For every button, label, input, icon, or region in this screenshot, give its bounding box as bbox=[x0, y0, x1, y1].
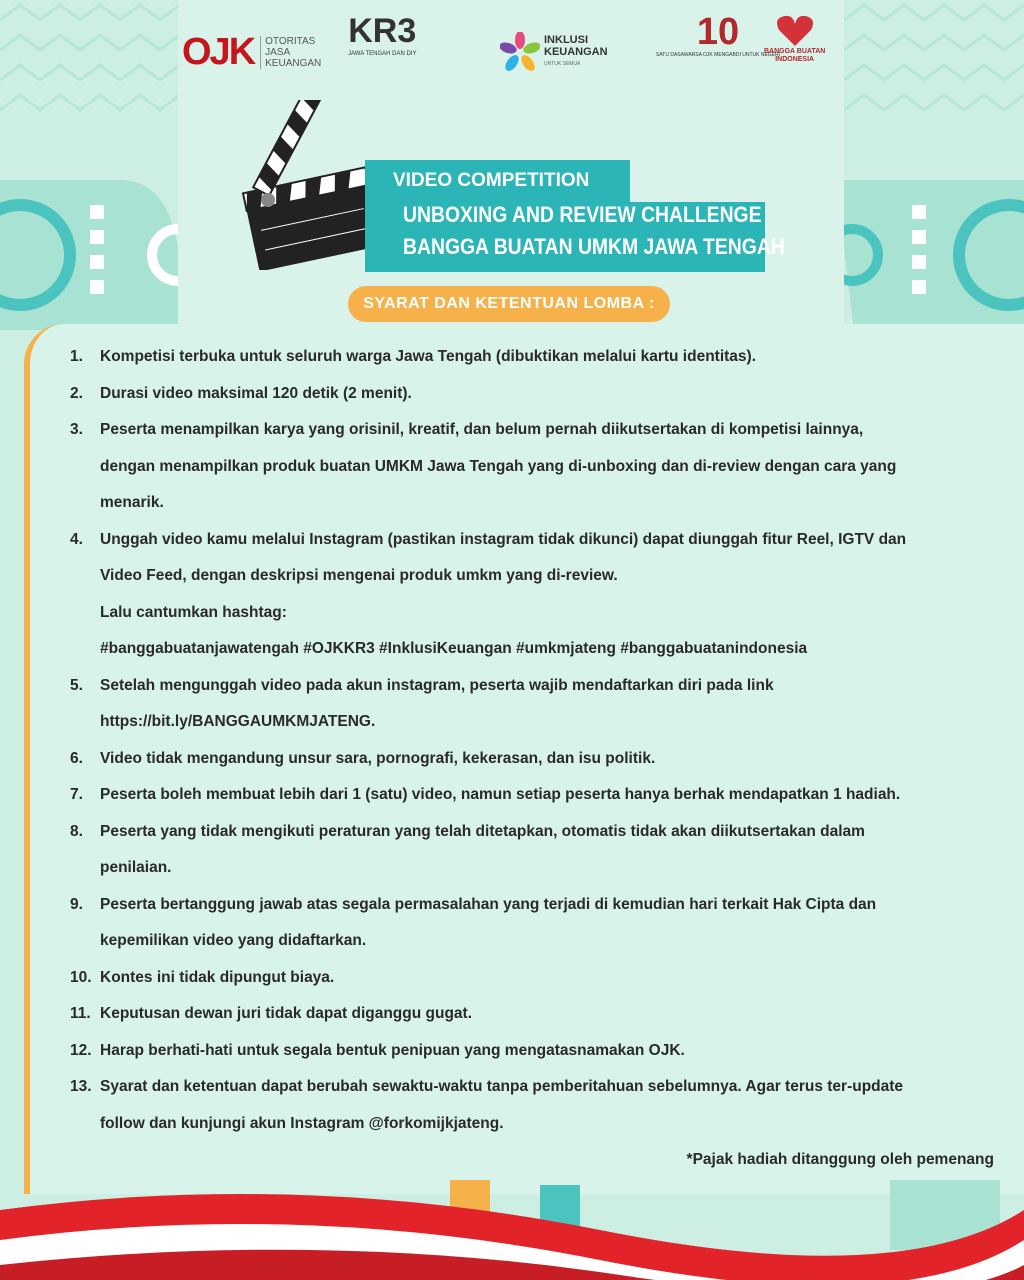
rule-number: 3. bbox=[70, 421, 83, 438]
rule-text-line: Syarat dan ketentuan dapat berubah sewaktu-waktu tanpa pemberitahuan sebelumnya. Agar terus ter-update bbox=[100, 1078, 904, 1095]
rule-number: 12. bbox=[70, 1041, 92, 1059]
kr3-subtext: JAWA TENGAH DAN DIY bbox=[348, 51, 417, 57]
zigzag-decoration-right bbox=[844, 0, 1024, 140]
rule-text-line: Peserta menampilkan karya yang orisinil, kreatif, dan belum pernah diikutsertakan di kompetisi lainnya, bbox=[100, 421, 864, 438]
rule-number: 1. bbox=[70, 348, 83, 365]
rule-number: 2. bbox=[70, 384, 83, 402]
rule-number: 8. bbox=[70, 822, 83, 840]
inklusi-text-line: INKLUSI bbox=[544, 34, 588, 46]
rule-item bbox=[70, 412, 1006, 522]
rule-text-line: Peserta bertanggung jawab atas segala permasalahan yang terjadi di kemudian hari terkait Hak Cipta dan bbox=[100, 895, 877, 913]
rule-number: 9. bbox=[70, 895, 83, 913]
bangga-buatan-indonesia-logo bbox=[764, 12, 825, 92]
title-line-2: UNBOXING AND REVIEW CHALLENGE bbox=[403, 202, 762, 227]
bbi-text-line: BANGGA BUATAN bbox=[764, 48, 826, 55]
clapperboard-icon bbox=[240, 100, 380, 270]
rule-number: 10. bbox=[70, 968, 92, 986]
rule-text-line: https://bit.ly/BANGGAUMKMJATENG. bbox=[100, 713, 376, 730]
rule-text-line: #banggabuatanjawatengah #OJKKR3 #InklusiKeuangan #umkmjateng #banggabuatanindonesia bbox=[100, 640, 808, 657]
heart-icon bbox=[775, 12, 815, 48]
rule-text-line: Peserta yang tidak mengikuti peraturan yang telah ditetapkan, otomatis tidak akan diikutsertakan dalam bbox=[100, 822, 865, 840]
rule-item bbox=[70, 339, 1006, 376]
rule-text-line: Setelah mengunggah video pada akun instagram, peserta wajib mendaftarkan diri pada link bbox=[100, 676, 774, 694]
rule-text-line: dengan menampilkan produk buatan UMKM Jawa Tengah yang di-unboxing dan di-review dengan cara yang bbox=[100, 457, 897, 475]
rule-text-line: Kontes ini tidak dipungut biaya. bbox=[100, 968, 335, 986]
rule-item bbox=[70, 668, 1006, 741]
terms-heading: SYARAT DAN KETENTUAN LOMBA : bbox=[348, 286, 670, 322]
rule-item bbox=[70, 960, 1006, 997]
kr3-logo bbox=[348, 12, 416, 92]
rule-text-line: penilaian. bbox=[100, 859, 172, 876]
rule-item bbox=[70, 814, 1006, 887]
rule-text-line: Video Feed, dengan deskripsi mengenai produk umkm yang di-review. bbox=[100, 567, 618, 584]
rule-text-line: follow dan kunjungi akun Instagram @forkomijkjateng. bbox=[100, 1114, 504, 1132]
ten-subtext: SATU DASAWARSA OJK MENGABDI UNTUK NEGERI bbox=[656, 52, 780, 58]
rule-text-line: menarik. bbox=[100, 494, 164, 511]
inklusi-small-text: UNTUK SEMUA bbox=[544, 61, 581, 67]
ojk-text-line: KEUANGAN bbox=[265, 57, 322, 69]
rule-item bbox=[70, 522, 1006, 668]
rule-item bbox=[70, 887, 1006, 960]
bottom-wave-decoration bbox=[0, 1170, 1024, 1280]
title-line-3: BANGGA BUATAN UMKM JAWA TENGAH bbox=[403, 234, 785, 259]
rule-number: 6. bbox=[70, 749, 83, 767]
inklusi-logo-text bbox=[544, 34, 608, 70]
side-decoration-left bbox=[0, 180, 190, 330]
ten-mark: 10 bbox=[696, 11, 740, 53]
rule-item bbox=[70, 741, 1006, 778]
ojk-text-line: JASA bbox=[265, 46, 291, 58]
side-decoration-right bbox=[834, 180, 1024, 330]
title-line-1: VIDEO COMPETITION bbox=[365, 160, 630, 202]
kr3-mark: KR3 bbox=[348, 12, 417, 50]
bbi-logo-text bbox=[764, 48, 825, 64]
rule-text-line: Unggah video kamu melalui Instagram (pastikan instagram tidak dikunci) dapat diunggah fitur Reel, IGTV dan bbox=[100, 530, 907, 548]
rule-text-line: Keputusan dewan juri tidak dapat diganggu gugat. bbox=[100, 1005, 473, 1022]
ojk-logo-text bbox=[260, 36, 321, 69]
ojk-mark: OJK bbox=[182, 30, 255, 73]
rule-text-line: Harap berhati-hati untuk segala bentuk penipuan yang mengatasnamakan OJK. bbox=[100, 1041, 685, 1059]
ojk-logo bbox=[182, 12, 321, 92]
logo-bar bbox=[178, 12, 844, 92]
rules-list bbox=[70, 339, 1006, 1142]
rule-text-line: Durasi video maksimal 120 detik (2 menit). bbox=[100, 384, 412, 402]
rule-item bbox=[70, 996, 1006, 1033]
ojk-text-line: OTORITAS bbox=[265, 35, 316, 47]
footnote: *Pajak hadiah ditanggung oleh pemenang bbox=[686, 1151, 994, 1168]
rule-number: 11. bbox=[70, 1005, 91, 1022]
rule-text-line: Kompetisi terbuka untuk seluruh warga Jawa Tengah (dibuktikan melalui kartu identitas). bbox=[100, 348, 757, 365]
inklusi-text-line: KEUANGAN bbox=[544, 46, 608, 58]
rule-item bbox=[70, 777, 1006, 814]
rule-text-line: Video tidak mengandung unsur sara, pornografi, kekerasan, dan isu politik. bbox=[100, 749, 656, 767]
bbi-text-line: INDONESIA bbox=[775, 56, 815, 63]
rule-item bbox=[70, 1069, 1006, 1142]
rule-text-line: Lalu cantumkan hashtag: bbox=[100, 603, 287, 621]
rule-number: 13. bbox=[70, 1078, 92, 1095]
rule-item bbox=[70, 1033, 1006, 1070]
rule-number: 4. bbox=[70, 530, 83, 548]
flower-icon bbox=[500, 32, 540, 72]
rule-number: 7. bbox=[70, 786, 83, 803]
ojk-10-years-logo bbox=[656, 12, 780, 92]
zigzag-decoration-left bbox=[0, 0, 180, 140]
title-block bbox=[365, 202, 785, 272]
inklusi-keuangan-logo bbox=[500, 12, 608, 92]
rule-item bbox=[70, 376, 1006, 413]
rule-text-line: kepemilikan video yang didaftarkan. bbox=[100, 932, 367, 949]
rule-number: 5. bbox=[70, 676, 83, 694]
rule-text-line: Peserta boleh membuat lebih dari 1 (satu) video, namun setiap peserta hanya berhak mendapatkan 1 hadiah. bbox=[100, 786, 901, 803]
